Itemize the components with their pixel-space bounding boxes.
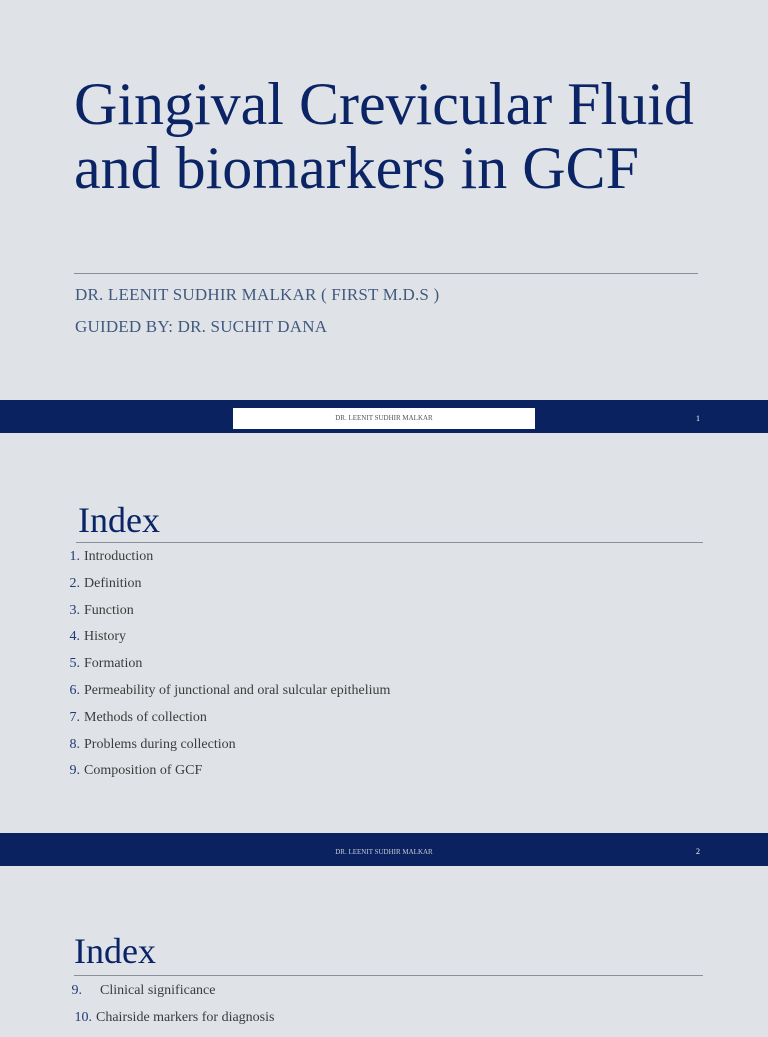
item-number: 1. [69, 549, 80, 564]
item-number: 4. [69, 629, 80, 645]
index-divider [74, 975, 703, 976]
item-number: 8. [69, 736, 80, 752]
footer-author: DR. LEENIT SUDHIR MALKAR [335, 414, 433, 422]
item-number: 9. [69, 763, 80, 779]
item-label: Function [84, 602, 134, 618]
page-number: 2 [696, 847, 700, 856]
item-number: 6. [69, 682, 80, 698]
item-number: 9. [71, 983, 82, 998]
item-label: Permeability of junctional and oral sulcular epithelium [84, 682, 391, 698]
slide-3 [0, 866, 768, 1024]
index-divider [76, 542, 703, 543]
slide-2 [0, 433, 768, 866]
item-label: Chairside markers for diagnosis [96, 1010, 275, 1025]
item-number: 5. [69, 656, 80, 672]
item-label: Methods of collection [84, 709, 207, 725]
slide-footer [0, 400, 768, 433]
index-heading: Index [74, 931, 156, 971]
index-heading: Index [78, 500, 160, 540]
item-label: Problems during collection [84, 736, 236, 752]
item-label: Introduction [84, 549, 154, 564]
footer-author: DR. LEENIT SUDHIR MALKAR [335, 848, 433, 856]
item-label: Definition [84, 575, 142, 591]
item-number: 10. [74, 1010, 92, 1025]
item-label: History [84, 629, 126, 645]
slide-title: Gingival Crevicular Fluid and biomarkers in GCF [74, 71, 694, 201]
item-number: 3. [69, 602, 80, 618]
slide-footer [0, 833, 768, 866]
item-number: 7. [69, 709, 80, 725]
item-label: Formation [84, 656, 143, 672]
author-line: DR. LEENIT SUDHIR MALKAR ( FIRST M.D.S ) [75, 285, 440, 304]
slide-1 [0, 0, 768, 433]
item-number: 2. [69, 575, 80, 591]
page-number: 1 [696, 414, 700, 423]
title-divider [74, 273, 698, 274]
item-label: Clinical significance [100, 983, 216, 998]
item-label: Composition of GCF [84, 763, 203, 779]
guide-line: GUIDED BY: DR. SUCHIT DANA [75, 317, 328, 336]
